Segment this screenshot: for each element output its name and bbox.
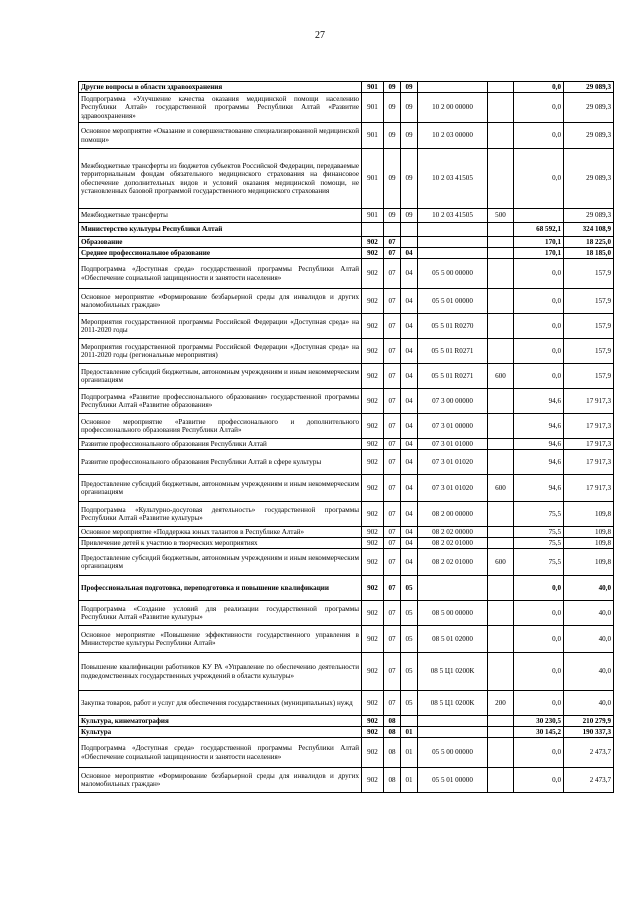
expense-type-cell (488, 527, 514, 538)
amount-2-cell: 29 089,3 (564, 209, 614, 223)
table-row (79, 502, 614, 527)
table-row (79, 223, 614, 237)
expense-type-cell: 200 (488, 691, 514, 716)
section-code-cell: 07 (384, 259, 401, 289)
table-row (79, 439, 614, 450)
subsection-code-cell: 01 (401, 768, 418, 793)
section-code-cell: 07 (384, 314, 401, 339)
amount-1-cell: 0,0 (514, 364, 564, 389)
ministry-code-cell: 902 (362, 716, 384, 727)
row-name-cell: Подпрограмма «Доступная среда» государственной программы Республики Алтай «Обеспечение социальной защищенности и занятости населения» (79, 259, 362, 289)
expense-type-cell (488, 289, 514, 314)
table-row (79, 450, 614, 475)
expense-type-cell (488, 223, 514, 237)
subsection-code-cell: 04 (401, 538, 418, 549)
section-code-cell: 07 (384, 389, 401, 414)
subsection-code-cell: 09 (401, 82, 418, 93)
table-row (79, 389, 614, 414)
row-name-cell: Повышение квалификации работников КУ РА «Управление по обеспечению деятельности подведомственных государственных учреждений в области культуры» (79, 653, 362, 691)
subsection-code-cell: 04 (401, 364, 418, 389)
amount-1-cell: 68 592,1 (514, 223, 564, 237)
ministry-code-cell: 902 (362, 653, 384, 691)
amount-2-cell: 210 279,9 (564, 716, 614, 727)
amount-2-cell: 40,0 (564, 576, 614, 601)
amount-1-cell (514, 209, 564, 223)
expense-type-cell (488, 601, 514, 626)
row-name-cell: Мероприятия государственной программы Российской Федерации «Доступная среда» на 2011-2020 годы (региональные мероприятия) (79, 339, 362, 364)
subsection-code-cell: 04 (401, 475, 418, 502)
expense-type-cell (488, 82, 514, 93)
ministry-code-cell: 902 (362, 414, 384, 439)
row-name-cell: Предоставление субсидий бюджетным, автономным учреждениям и иным некоммерческим организациям (79, 364, 362, 389)
amount-2-cell: 190 337,3 (564, 727, 614, 738)
amount-2-cell: 157,9 (564, 314, 614, 339)
expense-type-cell (488, 576, 514, 601)
amount-1-cell: 94,6 (514, 414, 564, 439)
table-row (79, 691, 614, 716)
target-article-cell: 05 5 01 R0271 (418, 339, 488, 364)
amount-1-cell: 30 145,2 (514, 727, 564, 738)
ministry-code-cell: 902 (362, 237, 384, 248)
target-article-cell: 07 3 01 01020 (418, 450, 488, 475)
amount-1-cell: 94,6 (514, 389, 564, 414)
amount-2-cell: 40,0 (564, 601, 614, 626)
target-article-cell: 05 5 00 00000 (418, 738, 488, 768)
table-row (79, 727, 614, 738)
target-article-cell (418, 727, 488, 738)
subsection-code-cell: 09 (401, 123, 418, 149)
ministry-code-cell: 902 (362, 691, 384, 716)
subsection-code-cell: 05 (401, 626, 418, 653)
amount-1-cell: 94,6 (514, 475, 564, 502)
table-row (79, 768, 614, 793)
table-row (79, 527, 614, 538)
section-code-cell: 07 (384, 626, 401, 653)
subsection-code-cell (401, 237, 418, 248)
table-row (79, 82, 614, 93)
section-code-cell: 07 (384, 527, 401, 538)
expense-type-cell (488, 450, 514, 475)
target-article-cell: 05 5 01 R0270 (418, 314, 488, 339)
section-code-cell: 07 (384, 502, 401, 527)
expense-type-cell (488, 123, 514, 149)
row-name-cell: Развитие профессионального образования Республики Алтай (79, 439, 362, 450)
table-row (79, 601, 614, 626)
row-name-cell: Подпрограмма «Доступная среда» государственной программы Республики Алтай «Обеспечение социальной защищенности и занятости населения» (79, 738, 362, 768)
subsection-code-cell: 04 (401, 248, 418, 259)
row-name-cell: Межбюджетные трансферты (79, 209, 362, 223)
subsection-code-cell: 04 (401, 439, 418, 450)
amount-1-cell: 0,0 (514, 576, 564, 601)
amount-2-cell: 109,8 (564, 538, 614, 549)
expense-type-cell (488, 439, 514, 450)
ministry-code-cell: 902 (362, 259, 384, 289)
section-code-cell: 08 (384, 716, 401, 727)
amount-1-cell: 94,6 (514, 439, 564, 450)
amount-1-cell: 94,6 (514, 450, 564, 475)
target-article-cell (418, 248, 488, 259)
table-row (79, 209, 614, 223)
expense-type-cell (488, 389, 514, 414)
expense-type-cell (488, 93, 514, 123)
amount-2-cell: 18 185,0 (564, 248, 614, 259)
ministry-code-cell: 901 (362, 123, 384, 149)
ministry-code-cell: 902 (362, 768, 384, 793)
expense-type-cell (488, 237, 514, 248)
section-code-cell: 07 (384, 439, 401, 450)
amount-2-cell: 17 917,3 (564, 475, 614, 502)
table-row (79, 716, 614, 727)
table-row (79, 626, 614, 653)
target-article-cell: 08 5 00 00000 (418, 601, 488, 626)
amount-1-cell: 0,0 (514, 626, 564, 653)
expense-type-cell (488, 653, 514, 691)
amount-2-cell: 109,8 (564, 502, 614, 527)
subsection-code-cell: 04 (401, 527, 418, 538)
section-code-cell: 07 (384, 364, 401, 389)
table-row (79, 475, 614, 502)
amount-1-cell: 0,0 (514, 149, 564, 209)
ministry-code-cell: 901 (362, 93, 384, 123)
amount-1-cell: 75,5 (514, 549, 564, 576)
expense-type-cell: 600 (488, 549, 514, 576)
target-article-cell: 10 2 03 41505 (418, 209, 488, 223)
ministry-code-cell: 902 (362, 601, 384, 626)
target-article-cell: 08 2 02 00000 (418, 527, 488, 538)
section-code-cell: 09 (384, 149, 401, 209)
amount-2-cell: 157,9 (564, 339, 614, 364)
subsection-code-cell: 04 (401, 339, 418, 364)
amount-2-cell: 157,9 (564, 289, 614, 314)
subsection-code-cell: 04 (401, 549, 418, 576)
target-article-cell: 05 5 00 00000 (418, 259, 488, 289)
amount-2-cell: 40,0 (564, 653, 614, 691)
ministry-code-cell: 901 (362, 209, 384, 223)
target-article-cell (418, 716, 488, 727)
row-name-cell: Основное мероприятие «Формирование безбарьерной среды для инвалидов и других маломобильных граждан» (79, 768, 362, 793)
subsection-code-cell: 04 (401, 314, 418, 339)
subsection-code-cell: 01 (401, 738, 418, 768)
amount-1-cell: 0,0 (514, 259, 564, 289)
amount-1-cell: 0,0 (514, 601, 564, 626)
target-article-cell: 10 2 03 00000 (418, 123, 488, 149)
section-code-cell: 07 (384, 450, 401, 475)
subsection-code-cell: 05 (401, 576, 418, 601)
row-name-cell: Подпрограмма «Создание условий для реализации государственной программы Республики Алтай «Развитие культуры» (79, 601, 362, 626)
row-name-cell: Основное мероприятие «Повышение эффективности государственного управления в Министерстве культуры Республики Алтай» (79, 626, 362, 653)
subsection-code-cell: 05 (401, 691, 418, 716)
ministry-code-cell: 902 (362, 538, 384, 549)
row-name-cell: Профессиональная подготовка, переподготовка и повышение квалификации (79, 576, 362, 601)
amount-2-cell: 157,9 (564, 259, 614, 289)
subsection-code-cell: 09 (401, 93, 418, 123)
table-row (79, 576, 614, 601)
ministry-code-cell: 902 (362, 738, 384, 768)
section-code-cell: 07 (384, 289, 401, 314)
subsection-code-cell: 04 (401, 414, 418, 439)
amount-2-cell: 109,8 (564, 549, 614, 576)
expense-type-cell: 500 (488, 209, 514, 223)
ministry-code-cell: 902 (362, 626, 384, 653)
ministry-code-cell: 902 (362, 248, 384, 259)
target-article-cell (418, 223, 488, 237)
table-row (79, 538, 614, 549)
subsection-code-cell: 09 (401, 149, 418, 209)
section-code-cell: 09 (384, 93, 401, 123)
amount-1-cell: 0,0 (514, 691, 564, 716)
subsection-code-cell: 04 (401, 259, 418, 289)
row-name-cell: Основное мероприятие «Оказание и совершенствование специализированной медицинской помощи» (79, 123, 362, 149)
subsection-code-cell: 01 (401, 727, 418, 738)
amount-1-cell: 75,5 (514, 538, 564, 549)
section-code-cell: 08 (384, 738, 401, 768)
section-code-cell: 07 (384, 248, 401, 259)
section-code-cell: 08 (384, 727, 401, 738)
row-name-cell: Подпрограмма «Культурно-досуговая деятельность» государственной программы Республики Алтай «Развитие культуры» (79, 502, 362, 527)
amount-2-cell: 2 473,7 (564, 738, 614, 768)
subsection-code-cell: 04 (401, 502, 418, 527)
table-row (79, 339, 614, 364)
ministry-code-cell: 902 (362, 439, 384, 450)
target-article-cell: 08 5 01 02000 (418, 626, 488, 653)
target-article-cell: 07 3 01 01000 (418, 439, 488, 450)
ministry-code-cell: 902 (362, 450, 384, 475)
table-row (79, 149, 614, 209)
expense-type-cell (488, 502, 514, 527)
amount-2-cell: 157,9 (564, 364, 614, 389)
ministry-code-cell: 902 (362, 289, 384, 314)
amount-1-cell: 75,5 (514, 502, 564, 527)
ministry-code-cell: 902 (362, 389, 384, 414)
table-row (79, 414, 614, 439)
amount-1-cell: 0,0 (514, 93, 564, 123)
subsection-code-cell: 05 (401, 601, 418, 626)
subsection-code-cell: 04 (401, 389, 418, 414)
row-name-cell: Подпрограмма «Развитие профессионального образования» государственной программы Республики Алтай «Развитие образования» (79, 389, 362, 414)
row-name-cell: Культура, кинематография (79, 716, 362, 727)
amount-1-cell: 0,0 (514, 768, 564, 793)
amount-1-cell: 30 230,5 (514, 716, 564, 727)
table-row (79, 314, 614, 339)
row-name-cell: Предоставление субсидий бюджетным, автономным учреждениям и иным некоммерческим организациям (79, 549, 362, 576)
budget-table (78, 81, 614, 793)
target-article-cell (418, 82, 488, 93)
ministry-code-cell: 901 (362, 149, 384, 209)
row-name-cell: Подпрограмма «Улучшение качества оказания медицинской помощи населению Республики Алтай» государственной программы Республики Алтай «Развитие здравоохранения» (79, 93, 362, 123)
amount-2-cell: 40,0 (564, 691, 614, 716)
expense-type-cell (488, 538, 514, 549)
amount-2-cell: 29 089,3 (564, 82, 614, 93)
target-article-cell: 07 3 00 00000 (418, 389, 488, 414)
target-article-cell: 08 2 02 01000 (418, 538, 488, 549)
expense-type-cell: 600 (488, 364, 514, 389)
expense-type-cell (488, 738, 514, 768)
section-code-cell: 07 (384, 691, 401, 716)
subsection-code-cell: 04 (401, 450, 418, 475)
row-name-cell: Министерство культуры Республики Алтай (79, 223, 362, 237)
section-code-cell: 09 (384, 209, 401, 223)
ministry-code-cell: 902 (362, 527, 384, 538)
target-article-cell (418, 237, 488, 248)
expense-type-cell (488, 339, 514, 364)
amount-2-cell: 40,0 (564, 626, 614, 653)
row-name-cell: Мероприятия государственной программы Российской Федерации «Доступная среда» на 2011-2020 годы (79, 314, 362, 339)
row-name-cell: Образование (79, 237, 362, 248)
row-name-cell: Привлечение детей к участию в творческих мероприятиях (79, 538, 362, 549)
target-article-cell (418, 576, 488, 601)
amount-1-cell: 75,5 (514, 527, 564, 538)
section-code-cell: 07 (384, 653, 401, 691)
target-article-cell: 08 2 00 00000 (418, 502, 488, 527)
row-name-cell: Основное мероприятие «Формирование безбарьерной среды для инвалидов и других маломобильных граждан» (79, 289, 362, 314)
target-article-cell: 05 5 01 00000 (418, 768, 488, 793)
expense-type-cell (488, 768, 514, 793)
table-row (79, 259, 614, 289)
amount-1-cell: 170,1 (514, 248, 564, 259)
amount-1-cell: 0,0 (514, 82, 564, 93)
amount-2-cell: 17 917,3 (564, 450, 614, 475)
amount-2-cell: 17 917,3 (564, 439, 614, 450)
row-name-cell: Другие вопросы в области здравоохранения (79, 82, 362, 93)
ministry-code-cell: 902 (362, 502, 384, 527)
target-article-cell: 08 2 02 01000 (418, 549, 488, 576)
section-code-cell: 07 (384, 538, 401, 549)
table-row (79, 738, 614, 768)
amount-1-cell: 0,0 (514, 289, 564, 314)
subsection-code-cell (401, 223, 418, 237)
subsection-code-cell (401, 716, 418, 727)
section-code-cell: 07 (384, 601, 401, 626)
section-code-cell: 07 (384, 339, 401, 364)
target-article-cell: 10 2 00 00000 (418, 93, 488, 123)
expense-type-cell (488, 414, 514, 439)
table-row (79, 248, 614, 259)
expense-type-cell (488, 626, 514, 653)
amount-2-cell: 17 917,3 (564, 389, 614, 414)
table-row (79, 653, 614, 691)
section-code-cell: 07 (384, 576, 401, 601)
section-code-cell: 07 (384, 549, 401, 576)
target-article-cell: 05 5 01 00000 (418, 289, 488, 314)
table-row (79, 549, 614, 576)
ministry-code-cell: 902 (362, 314, 384, 339)
row-name-cell: Развитие профессионального образования Республики Алтай в сфере культуры (79, 450, 362, 475)
row-name-cell: Предоставление субсидий бюджетным, автономным учреждениям и иным некоммерческим организациям (79, 475, 362, 502)
section-code-cell: 07 (384, 475, 401, 502)
ministry-code-cell: 902 (362, 576, 384, 601)
amount-1-cell: 0,0 (514, 653, 564, 691)
ministry-code-cell: 902 (362, 364, 384, 389)
ministry-code-cell: 901 (362, 82, 384, 93)
section-code-cell: 07 (384, 237, 401, 248)
amount-1-cell: 0,0 (514, 123, 564, 149)
expense-type-cell (488, 314, 514, 339)
amount-2-cell: 29 089,3 (564, 149, 614, 209)
amount-1-cell: 170,1 (514, 237, 564, 248)
target-article-cell: 05 5 01 R0271 (418, 364, 488, 389)
page-number: 27 (315, 30, 325, 41)
target-article-cell: 08 5 Ц1 0200К (418, 691, 488, 716)
target-article-cell: 08 5 Ц1 0200К (418, 653, 488, 691)
target-article-cell: 07 3 01 00000 (418, 414, 488, 439)
target-article-cell: 10 2 03 41505 (418, 149, 488, 209)
ministry-code-cell: 902 (362, 727, 384, 738)
amount-2-cell: 29 089,3 (564, 123, 614, 149)
expense-type-cell (488, 716, 514, 727)
row-name-cell: Культура (79, 727, 362, 738)
table-row (79, 93, 614, 123)
row-name-cell: Среднее профессиональное образование (79, 248, 362, 259)
amount-1-cell: 0,0 (514, 339, 564, 364)
expense-type-cell (488, 727, 514, 738)
amount-2-cell: 324 108,9 (564, 223, 614, 237)
section-code-cell: 08 (384, 768, 401, 793)
row-name-cell: Закупка товаров, работ и услуг для обеспечения государственных (муниципальных) нужд (79, 691, 362, 716)
subsection-code-cell: 05 (401, 653, 418, 691)
row-name-cell: Основное мероприятие «Развитие профессионального и дополнительного профессионального образования Республики Алтай» (79, 414, 362, 439)
ministry-code-cell: 902 (362, 549, 384, 576)
expense-type-cell (488, 259, 514, 289)
ministry-code-cell: 902 (362, 339, 384, 364)
row-name-cell: Основное мероприятие «Поддержка юных талантов в Республике Алтай» (79, 527, 362, 538)
amount-1-cell: 0,0 (514, 314, 564, 339)
row-name-cell: Межбюджетные трансферты из бюджетов субъектов Российской Федерации, передаваемые территориальным фондам обязательного медицинского страхования на финансовое обеспечение дополнительных видов и условий оказания медицинской помощи, не установленных базовой программой государственного медицинского страхования (79, 149, 362, 209)
expense-type-cell (488, 149, 514, 209)
amount-2-cell: 29 089,3 (564, 93, 614, 123)
table-row (79, 123, 614, 149)
table-row (79, 364, 614, 389)
amount-2-cell: 17 917,3 (564, 414, 614, 439)
expense-type-cell (488, 248, 514, 259)
section-code-cell: 09 (384, 123, 401, 149)
ministry-code-cell: 902 (362, 475, 384, 502)
table-row (79, 237, 614, 248)
amount-2-cell: 18 225,0 (564, 237, 614, 248)
amount-1-cell: 0,0 (514, 738, 564, 768)
section-code-cell: 07 (384, 414, 401, 439)
target-article-cell: 07 3 01 01020 (418, 475, 488, 502)
table-row (79, 289, 614, 314)
section-code-cell (384, 223, 401, 237)
section-code-cell: 09 (384, 82, 401, 93)
amount-2-cell: 109,8 (564, 527, 614, 538)
subsection-code-cell: 09 (401, 209, 418, 223)
subsection-code-cell: 04 (401, 289, 418, 314)
ministry-code-cell (362, 223, 384, 237)
amount-2-cell: 2 473,7 (564, 768, 614, 793)
expense-type-cell: 600 (488, 475, 514, 502)
